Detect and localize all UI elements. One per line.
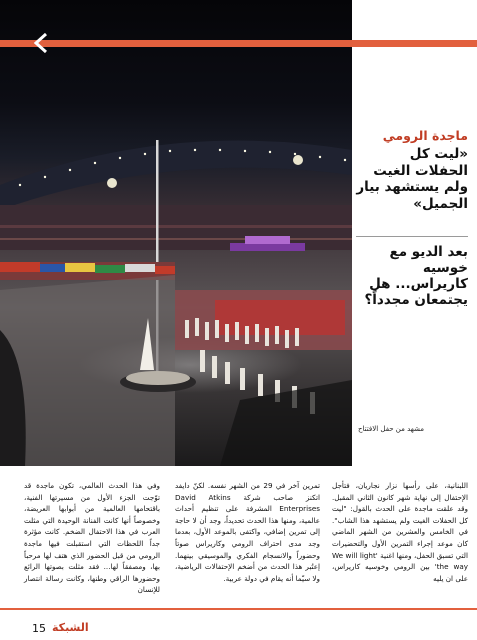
chevron-left-icon[interactable]	[30, 32, 54, 54]
title-divider	[356, 236, 468, 237]
top-accent-rule	[0, 40, 477, 47]
article-quote: «ليت كل الحفلات الغيت ولم يستشهد بيار الجميل»	[356, 146, 468, 212]
photo-caption: مشهد من حفل الافتتاح	[358, 425, 424, 433]
title-block	[356, 128, 468, 212]
article-author: ماجدة الرومي	[382, 128, 468, 143]
body-column-left: وفي هذا الحدث العالمي، تكون ماجدة قد توّجت الجزء الأول من مسيرتها الفنية، باقتحامها العالمية من أبوابها العريضة، وخصوصاً أنها كانت الفنانة الوحيدة التي مثلت العرب في هذا الاحتفال الضخم. كانت مؤثرة جداً اللحظات التي استقبلت فيها ماجدة الرومي من قبل الحضور الذي هتف لها مرحباً بها، ومصفقاً لها... فقد مثلت بصوتها الرائع وحضورها الراقي وطنها، وكانت رسالة انتصار للإنسان	[24, 481, 160, 595]
body-column-right: اللبنانية، على رأسها نزار نجاريان، فتأجل الإحتفال إلى نهاية شهر كانون الثاني المقبل. وقد علقت ماجدة على الحدث بالقول: "ليت كل الحفلات الغيت ولم يستشهد هذا الشاب". في الخامس والعشرين من الشهر الماضي كان موعد إجراء التمرين الأول والتحضيرات التي تسبق الحفل، ومنها اغنية 'We will light the way' بين الرومي وخوسيه كاريراس، على ان يليه	[332, 481, 469, 583]
footer-rule	[0, 608, 477, 610]
page-number: 15	[32, 622, 46, 635]
article-headline: بعد الديو مع خوسيه كاريراس... هل يجتمعان مجدداً؟	[364, 244, 468, 308]
body-column-middle: تمرين آخر في 29 من الشهر نفسه. لكنّ دايفد اتكنز صاحب شركة David Atkins Enterprises المشرفة على تنظيم أحداث عالمية، ومنها هذا الحدث تحديداً، وجد أن لا حاجة إلى تمرين إضافي، واكتفى بالموعد الأول، بعدما وجد مدى احتراف الرومي وكاريراس صوتاً وحضوراً والانسجام الفكري والموسيقي بينهما. إعتُبر هذا الحدث من أضخم الإحتفالات الرياضية، ولا سيّما أنه يقام في دولة عربية.	[175, 481, 321, 583]
magazine-logo: الشبكة	[52, 621, 89, 634]
